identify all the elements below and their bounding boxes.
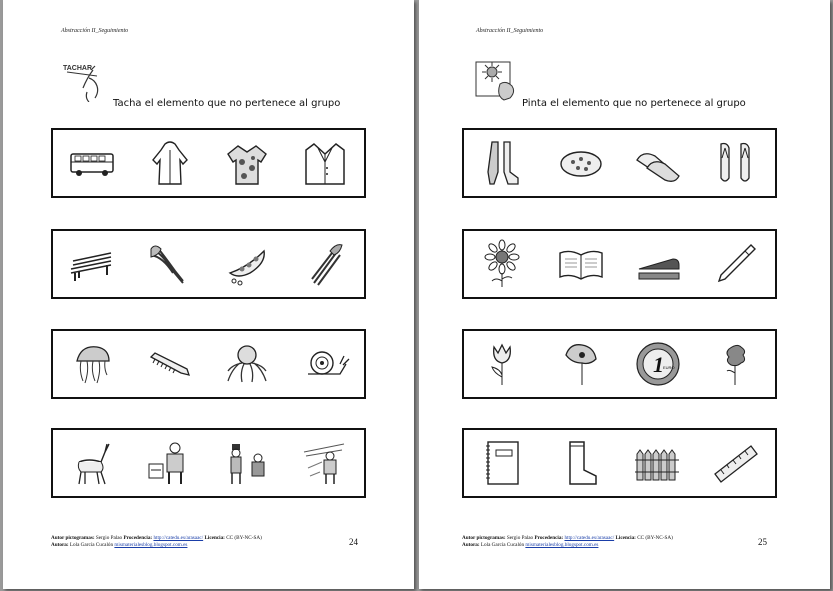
blog-link[interactable]: mismaterialesblog.blogspot.com.es (114, 542, 188, 548)
bench-icon[interactable] (65, 237, 119, 291)
construction-worker-icon[interactable] (298, 436, 352, 490)
paint-icon (474, 58, 518, 102)
tulip-icon[interactable] (476, 337, 530, 391)
notebook-icon[interactable] (476, 436, 530, 490)
farmers-icon[interactable] (220, 436, 274, 490)
credits-footer: Autor pictogramas: Sergio Palao Procedencia: http://catedu.es/arasaac/ Licencia: CC (BY-NC-SA) Autora: Lola García Cucalón mismaterialesblog.blogspot.com.es (51, 535, 262, 548)
ruler-icon[interactable] (709, 436, 763, 490)
book-icon[interactable] (554, 237, 608, 291)
raincoat-icon[interactable] (143, 136, 197, 190)
cross-out-icon (61, 58, 105, 102)
instruction-text: Tacha el elemento que no pertenece al grupo (113, 98, 341, 109)
page-number: 25 (758, 537, 767, 547)
rain-boot-icon[interactable] (554, 436, 608, 490)
flip-flops-icon[interactable] (709, 136, 763, 190)
carnation-icon[interactable] (709, 337, 763, 391)
comb-icon[interactable] (143, 337, 197, 391)
pencil-icon[interactable] (709, 237, 763, 291)
exercise-row (51, 128, 366, 198)
sunflower-icon[interactable] (476, 237, 530, 291)
page-header: Abstracción II_Seguimiento (476, 28, 544, 34)
bus-icon[interactable] (65, 136, 119, 190)
gazelle-icon[interactable] (65, 436, 119, 490)
cross-out-label: TACHAR (63, 65, 93, 72)
coin-value: 1 (653, 352, 665, 377)
source-link[interactable]: http://catedu.es/arasaac/ (564, 535, 615, 541)
worksheet-page-left (3, 0, 414, 589)
page-number: 24 (349, 537, 358, 547)
worksheet-page-right (419, 0, 830, 589)
exercise-row (462, 428, 777, 498)
celery-icon[interactable] (298, 237, 352, 291)
octopus-icon[interactable] (220, 337, 274, 391)
instruction-text: Pinta el elemento que no pertenece al grupo (522, 98, 746, 109)
credits-footer: Autor pictogramas: Sergio Palao Procedencia: http://catedu.es/arasaac/ Licencia: CC (BY-NC-SA) Autora: Lola García Cucalón mismaterialesblog.blogspot.com.es (462, 535, 673, 548)
boots-icon[interactable] (476, 136, 530, 190)
mechanic-icon[interactable] (143, 436, 197, 490)
coin-icon[interactable] (631, 337, 685, 391)
blog-link[interactable]: mismaterialesblog.blogspot.com.es (525, 542, 599, 548)
fence-icon[interactable] (631, 436, 685, 490)
blouse-icon[interactable] (220, 136, 274, 190)
poppy-icon[interactable] (554, 337, 608, 391)
exercise-row (462, 229, 777, 299)
pea-pod-icon[interactable] (220, 237, 274, 291)
snail-icon[interactable] (298, 337, 352, 391)
page-header: Abstracción II_Seguimiento (61, 28, 129, 34)
exercise-row (51, 329, 366, 399)
leek-bundle-icon[interactable] (143, 237, 197, 291)
jacket-icon[interactable] (298, 136, 352, 190)
source-link[interactable]: http://catedu.es/arasaac/ (153, 535, 204, 541)
coin-currency: EURO (663, 365, 675, 370)
exercise-row (51, 428, 366, 498)
slippers-icon[interactable] (631, 136, 685, 190)
pizza-icon[interactable] (554, 136, 608, 190)
exercise-row (462, 329, 777, 399)
exercise-row (51, 229, 366, 299)
exercise-row (462, 128, 777, 198)
stapler-icon[interactable] (631, 237, 685, 291)
jellyfish-icon[interactable] (65, 337, 119, 391)
